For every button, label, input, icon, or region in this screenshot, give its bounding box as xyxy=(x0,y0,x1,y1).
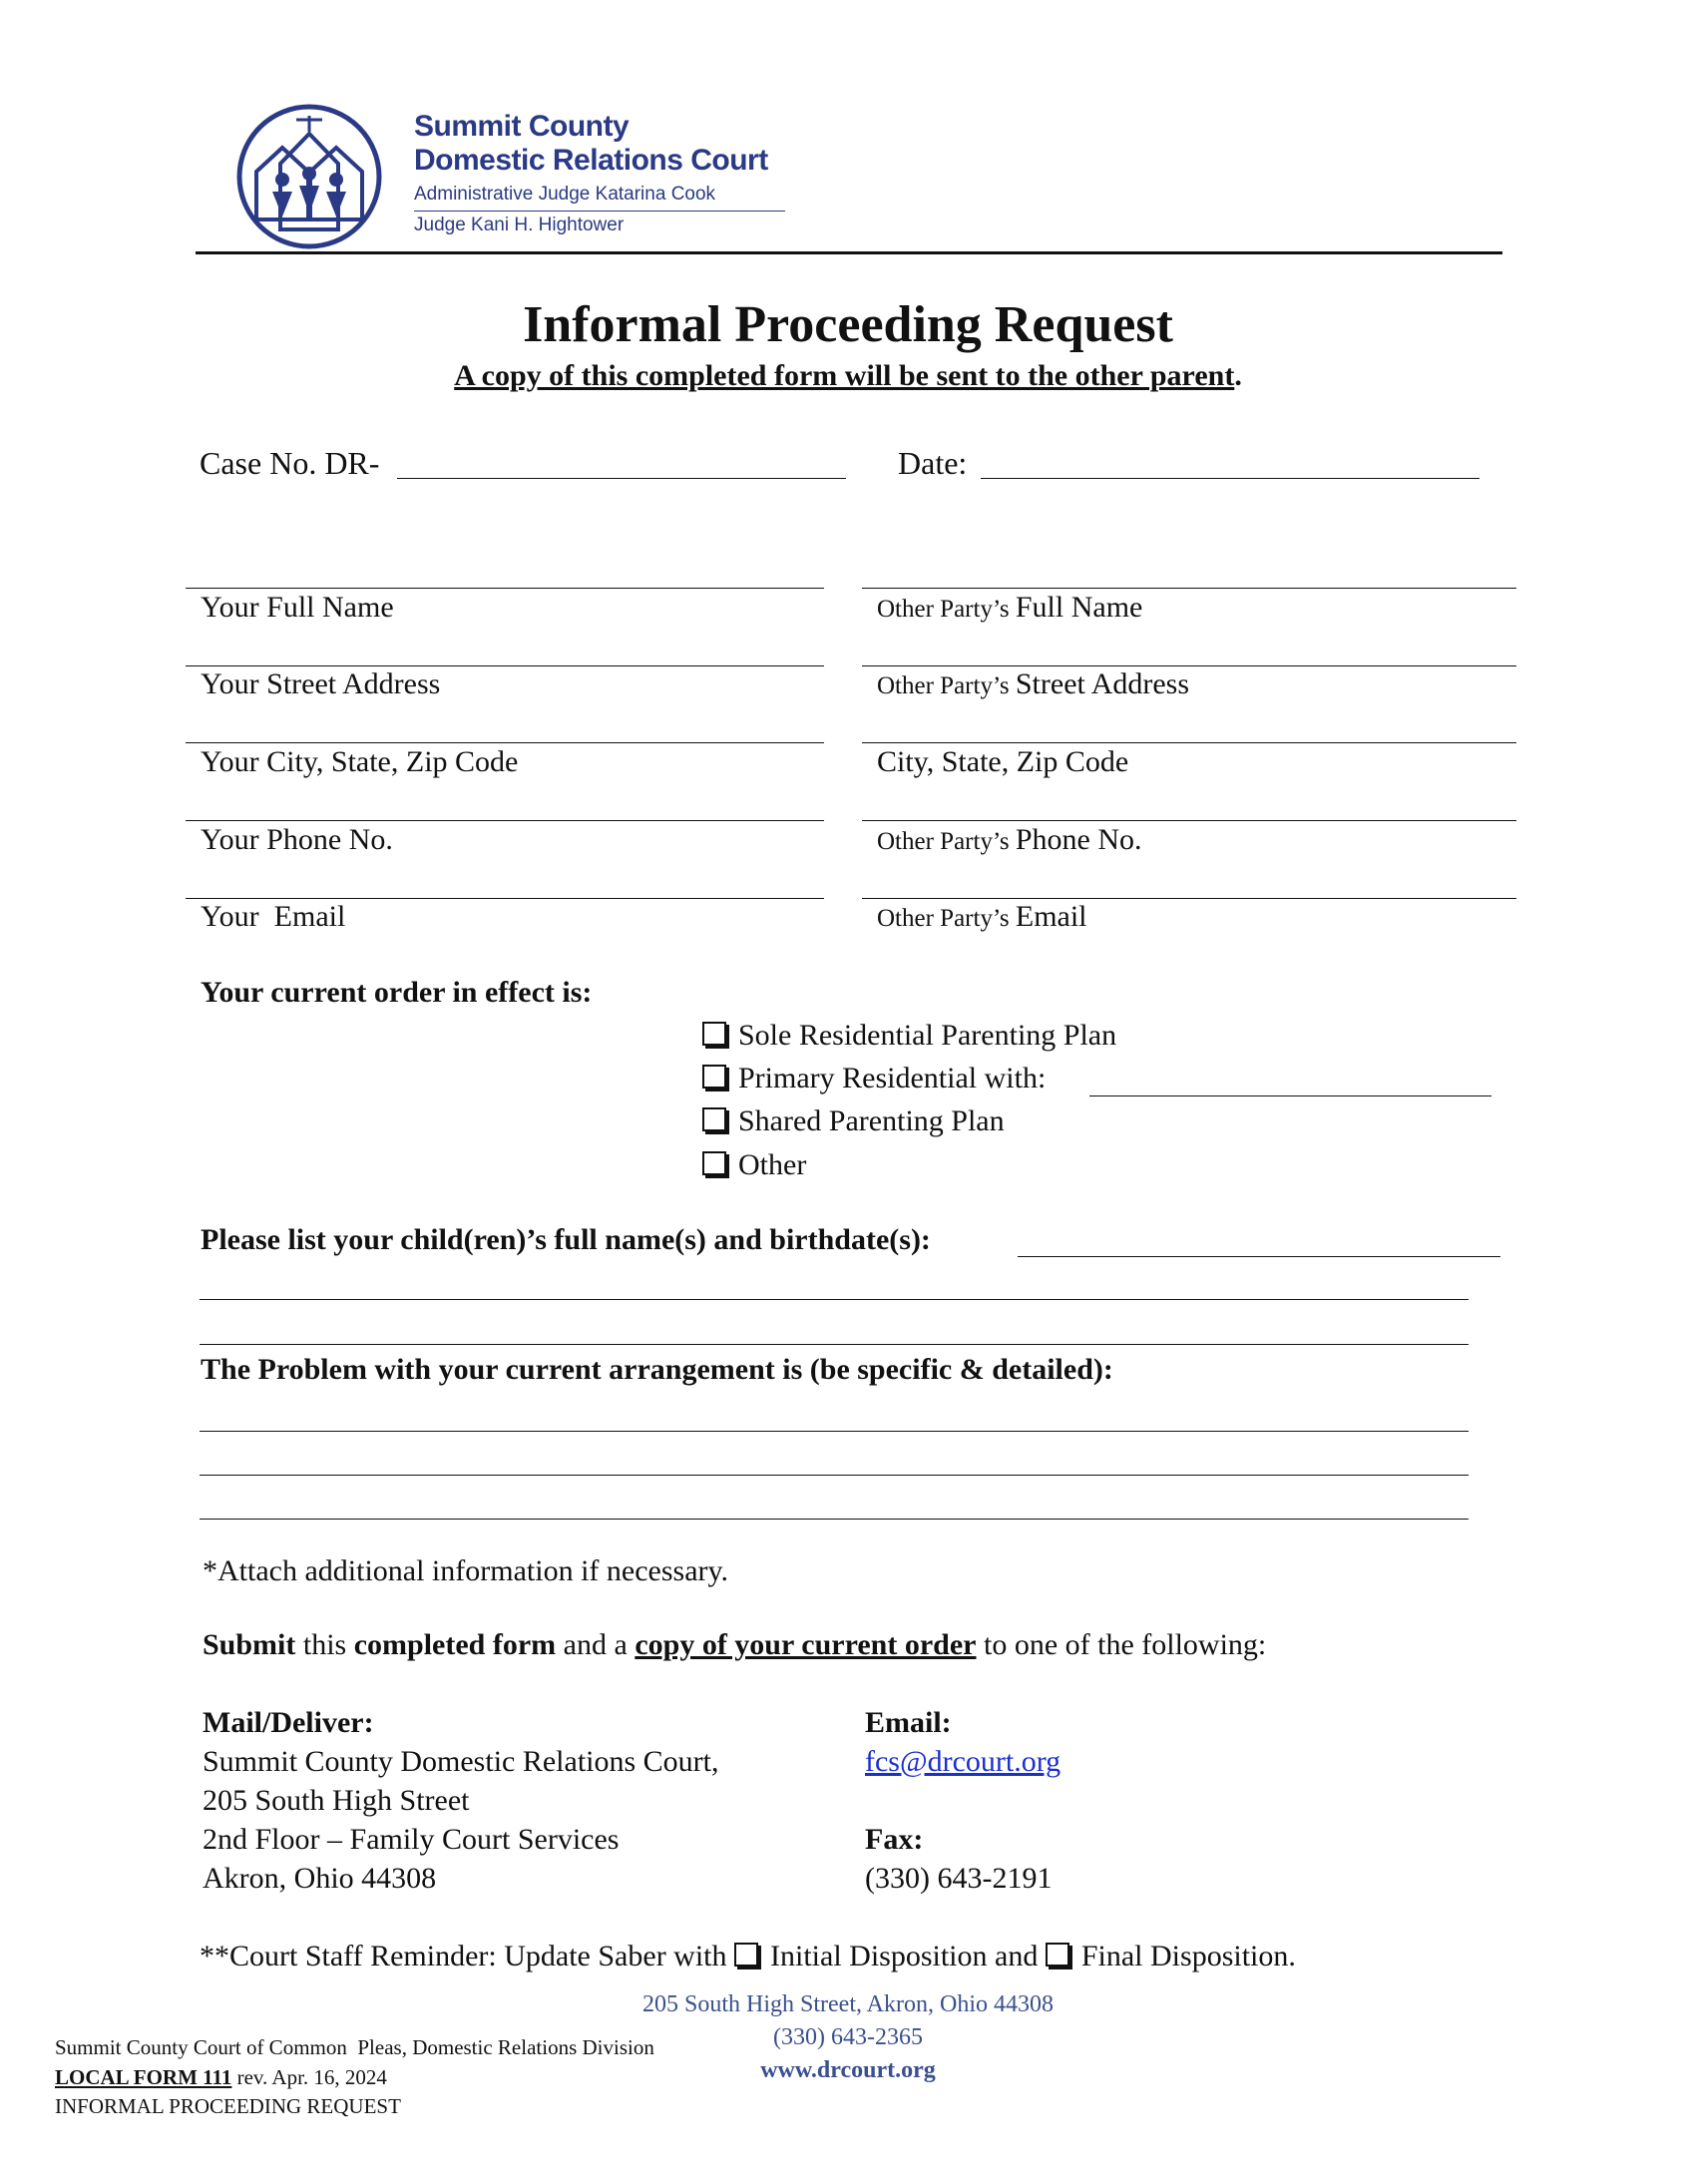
page-title: Informal Proceeding Request xyxy=(523,296,1173,353)
your-city-label: Your City, State, Zip Code xyxy=(201,745,519,778)
date-label: Date: xyxy=(898,445,968,481)
reminder-text: Initial Disposition and xyxy=(770,1940,1046,1972)
footer-form-id xyxy=(55,2065,387,2090)
your-city-field[interactable] xyxy=(186,742,824,743)
other-street-address-field[interactable] xyxy=(862,665,1516,666)
other-full-name-label xyxy=(877,591,1142,625)
other-phone-label xyxy=(877,823,1142,857)
logo-judge-1: Administrative Judge Katarina Cook xyxy=(414,184,716,205)
order-option-shared[interactable] xyxy=(702,1104,1005,1138)
date-field[interactable] xyxy=(981,478,1480,479)
fax-heading: Fax: xyxy=(865,1823,924,1856)
mail-heading: Mail/Deliver: xyxy=(203,1706,374,1739)
your-email-field[interactable] xyxy=(186,898,824,899)
children-field-1[interactable] xyxy=(1018,1256,1500,1257)
submit-word: Submit xyxy=(203,1628,296,1661)
primary-residential-with-field[interactable] xyxy=(1089,1095,1491,1096)
submit-text: and a xyxy=(556,1628,636,1661)
form-revision: rev. Apr. 16, 2024 xyxy=(231,2065,387,2089)
problem-field-3[interactable] xyxy=(200,1519,1469,1520)
other-email-label xyxy=(877,900,1087,934)
mail-line-4: Akron, Ohio 44308 xyxy=(203,1862,437,1895)
checkbox[interactable] xyxy=(702,1107,726,1131)
your-email-label: Your Email xyxy=(201,900,346,933)
your-street-address-field[interactable] xyxy=(186,665,824,666)
logo-court-name-2: Domestic Relations Court xyxy=(414,144,768,177)
submit-copy-order: copy of your current order xyxy=(635,1628,977,1661)
court-seal-icon xyxy=(234,102,384,251)
option-label: Primary Residential with: xyxy=(738,1062,1047,1094)
mail-line-3: 2nd Floor – Family Court Services xyxy=(203,1823,620,1856)
email-heading: Email: xyxy=(865,1706,952,1739)
submit-text: to one of the following: xyxy=(976,1628,1267,1661)
attach-note: *Attach additional information if necessary. xyxy=(203,1554,729,1587)
reminder-text: **Court Staff Reminder: Update Saber with xyxy=(200,1940,735,1972)
other-label: Full Name xyxy=(1015,591,1143,624)
problem-field-2[interactable] xyxy=(200,1475,1469,1476)
other-label: Street Address xyxy=(1015,667,1190,700)
order-option-sole[interactable] xyxy=(702,1019,1116,1053)
subtitle-text: A copy of this completed form will be sent to the other parent xyxy=(454,359,1235,392)
your-phone-label: Your Phone No. xyxy=(201,823,393,856)
order-option-primary[interactable] xyxy=(702,1062,1046,1095)
other-full-name-field[interactable] xyxy=(862,588,1516,589)
submit-text: this xyxy=(295,1628,354,1661)
form-number: LOCAL FORM 111 xyxy=(55,2065,232,2089)
fax-number: (330) 643-2191 xyxy=(865,1862,1053,1895)
submit-instructions xyxy=(203,1628,1266,1662)
other-prefix: Other Party’s xyxy=(877,905,1016,932)
other-phone-field[interactable] xyxy=(862,820,1516,821)
problem-field-1[interactable] xyxy=(200,1431,1469,1432)
other-prefix: Other Party’s xyxy=(877,596,1016,623)
checkbox[interactable] xyxy=(702,1022,726,1046)
your-full-name-field[interactable] xyxy=(186,588,824,589)
staff-reminder xyxy=(200,1940,1296,1973)
footer-division: Summit County Court of Common Pleas, Domestic Relations Division xyxy=(55,2035,654,2059)
order-heading: Your current order in effect is: xyxy=(201,976,593,1009)
other-label: City, State, Zip Code xyxy=(877,745,1129,778)
initial-disposition-checkbox[interactable] xyxy=(734,1943,758,1966)
final-disposition-checkbox[interactable] xyxy=(1046,1943,1069,1966)
other-prefix: Other Party’s xyxy=(877,828,1016,855)
your-phone-field[interactable] xyxy=(186,820,824,821)
problem-label: The Problem with your current arrangement is (be specific & detailed): xyxy=(201,1353,1113,1386)
logo-divider xyxy=(414,211,785,212)
children-field-3[interactable] xyxy=(200,1344,1469,1345)
children-label: Please list your child(ren)’s full name(s) and birthdate(s): xyxy=(201,1223,931,1256)
option-label: Shared Parenting Plan xyxy=(738,1104,1005,1137)
other-label: Email xyxy=(1015,900,1087,933)
footer-address: 205 South High Street, Akron, Ohio 44308 xyxy=(642,1991,1054,2017)
mail-line-1: Summit County Domestic Relations Court, xyxy=(203,1745,719,1778)
checkbox[interactable] xyxy=(702,1065,726,1089)
children-field-2[interactable] xyxy=(200,1299,1469,1300)
other-email-field[interactable] xyxy=(862,898,1516,899)
footer-website[interactable]: www.drcourt.org xyxy=(760,2057,936,2083)
your-street-address-label: Your Street Address xyxy=(201,667,441,700)
option-label: Other xyxy=(738,1148,807,1181)
case-no-field[interactable] xyxy=(397,478,846,479)
other-city-label xyxy=(877,745,1128,779)
other-label: Phone No. xyxy=(1015,823,1142,856)
footer-form-name: INFORMAL PROCEEDING REQUEST xyxy=(55,2094,401,2118)
submit-completed-form: completed form xyxy=(353,1628,557,1661)
other-street-address-label xyxy=(877,667,1189,701)
case-no-label: Case No. DR- xyxy=(200,445,380,481)
your-full-name-label: Your Full Name xyxy=(201,591,394,624)
page-subtitle xyxy=(0,359,1696,393)
reminder-text: Final Disposition. xyxy=(1080,1940,1296,1972)
option-label: Sole Residential Parenting Plan xyxy=(738,1019,1117,1052)
footer-phone: (330) 643-2365 xyxy=(773,2024,923,2050)
other-prefix: Other Party’s xyxy=(877,672,1016,699)
email-link[interactable]: fcs@drcourt.org xyxy=(865,1745,1061,1778)
other-city-field[interactable] xyxy=(862,742,1516,743)
logo-court-name-1: Summit County xyxy=(414,110,630,143)
order-option-other[interactable] xyxy=(702,1148,806,1182)
subtitle-period: . xyxy=(1234,359,1242,392)
mail-line-2: 205 South High Street xyxy=(203,1784,470,1817)
header-rule xyxy=(196,251,1502,254)
logo-judge-2: Judge Kani H. Hightower xyxy=(414,215,625,235)
checkbox[interactable] xyxy=(702,1151,726,1175)
court-logo xyxy=(234,102,793,251)
